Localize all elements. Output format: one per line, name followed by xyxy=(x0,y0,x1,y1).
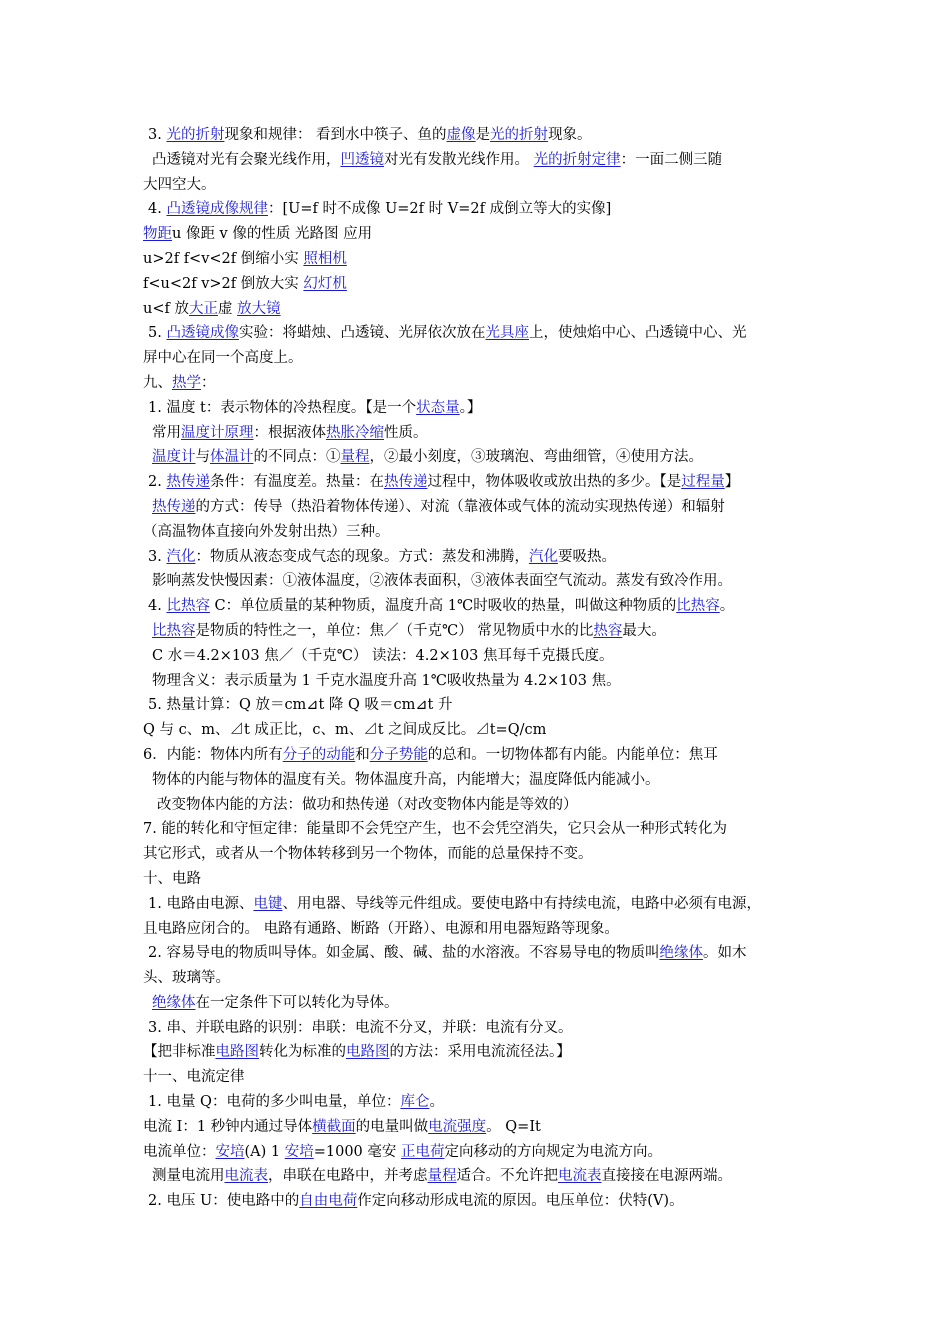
text-run: 实验：将蜡烛、凸透镜、光屏依次放在 xyxy=(238,325,486,342)
text-run: 上，使烛焰中心、凸透镜中心、光 xyxy=(528,325,747,342)
text-run: 要吸热。 xyxy=(557,548,616,565)
term-link[interactable]: 光的折射 xyxy=(490,127,549,143)
term-link[interactable]: 比热容 xyxy=(152,622,196,639)
text-run: 物体的内能与物体的温度有关。物体温度升高，内能增大；温度降低内能减小。 xyxy=(152,771,660,788)
text-run: 7. 能的转化和守恒定律：能量即不会凭空产生，也不会凭空消失，它只会从一种形式转化为 xyxy=(143,821,727,838)
term-link[interactable]: 光具座 xyxy=(485,325,529,342)
term-link[interactable]: 照相机 xyxy=(303,250,347,267)
term-link[interactable]: 电流强度 xyxy=(428,1118,487,1135)
text-run: f<u<2f v>2f 倒放大实 xyxy=(143,275,304,292)
term-link[interactable]: 绝缘体 xyxy=(152,994,196,1011)
term-link[interactable]: 物距 xyxy=(143,226,172,243)
text-run: 屏中心在同一个高度上。 xyxy=(143,350,303,367)
text-run: ：根据液体 xyxy=(253,424,326,441)
text-line xyxy=(143,197,813,222)
term-link[interactable]: 电键 xyxy=(253,895,283,912)
text-run: 是物质的特性之一，单位：焦／（千克℃） 常见物质中水的比 xyxy=(195,622,594,639)
text-line xyxy=(143,396,813,421)
term-link[interactable]: 热学 xyxy=(172,374,201,391)
text-run: 2. xyxy=(148,474,167,491)
text-run: 。 Q=It xyxy=(486,1118,541,1135)
term-link[interactable]: 安培 xyxy=(215,1143,245,1160)
text-line xyxy=(143,991,813,1016)
text-line xyxy=(143,148,813,173)
text-line xyxy=(143,545,813,570)
text-run: （高温物体直接向外发射出热）三种。 xyxy=(143,523,390,540)
text-run: ：一面二侧三随 xyxy=(620,151,723,168)
term-link[interactable]: 状态量 xyxy=(416,399,460,416)
text-line xyxy=(143,817,813,842)
term-link[interactable]: 体温计 xyxy=(210,449,254,466)
term-link[interactable]: 正电荷 xyxy=(401,1143,445,1160)
text-run: ：[U=f 时不成像 U=2f 时 V=2f 成倒立等大的实像] xyxy=(267,201,612,218)
text-run: 其它形式，或者从一个物体转移到另一个物体，而能的总量保持不变。 xyxy=(143,846,593,863)
term-link[interactable]: 过程量 xyxy=(681,474,725,491)
text-run: C：单位质量的某种物质，温度升高 1℃时吸收的热量，叫做这种物质的 xyxy=(209,598,677,615)
text-run: 。如木 xyxy=(702,945,747,962)
text-run: 转化为标准的 xyxy=(259,1044,346,1061)
text-run: 常用 xyxy=(152,424,181,441)
term-link[interactable]: 量程 xyxy=(340,449,370,466)
text-run: 十一、电流定律 xyxy=(143,1069,245,1086)
text-line xyxy=(143,693,813,718)
text-run: 最大。 xyxy=(622,622,666,639)
text-run: 2. 容易导电的物质叫导体。如金属、酸、碱、盐的水溶液。不容易导电的物质叫 xyxy=(148,945,660,962)
text-line xyxy=(143,644,813,669)
text-line xyxy=(143,1164,813,1189)
text-run: Q 与 c、m、⊿t 成正比，c、m、⊿t 之间成反比。⊿t=Q/cm xyxy=(143,722,547,739)
term-link[interactable]: 热传递 xyxy=(166,474,210,491)
text-run: 头、玻璃等。 xyxy=(143,970,230,987)
text-line xyxy=(143,470,813,495)
text-line xyxy=(143,1189,813,1214)
text-line xyxy=(143,569,813,594)
text-line xyxy=(143,297,813,322)
text-run: 在一定条件下可以转化为导体。 xyxy=(195,994,399,1011)
term-link[interactable]: 光的折射 xyxy=(166,127,225,143)
text-run: ：物质从液态变成气态的现象。方式：蒸发和沸腾， xyxy=(195,548,529,565)
text-run: ： xyxy=(201,374,216,391)
text-run: 3. 串、并联电路的识别：串联：电流不分叉，并联：电流有分叉。 xyxy=(148,1019,573,1036)
text-run: 3. xyxy=(148,548,167,565)
term-link[interactable]: 汽化 xyxy=(528,548,558,565)
text-run: C 水＝4.2×103 焦／（千克℃） 读法：4.2×103 焦耳每千克摄氏度。 xyxy=(152,647,614,664)
text-line xyxy=(143,1140,813,1165)
text-line xyxy=(143,1090,813,1115)
text-line xyxy=(143,346,813,371)
term-link[interactable]: 电流表 xyxy=(558,1168,602,1185)
term-link[interactable]: 汽化 xyxy=(166,548,196,565)
text-line xyxy=(143,867,813,892)
text-line xyxy=(143,1016,813,1041)
text-run: 1. 温度 t：表示物体的冷热程度。【是一个 xyxy=(148,399,417,416)
term-link[interactable]: 比热容 xyxy=(166,598,210,615)
text-line xyxy=(143,173,813,198)
text-run: 现象和规律： 看到水中筷子、鱼的 xyxy=(224,127,447,143)
text-run: 适合。不允许把 xyxy=(456,1168,558,1185)
text-run: 测量电流用 xyxy=(152,1168,225,1185)
text-run: 过程中，物体吸收或放出热的多少。【是 xyxy=(427,474,682,491)
text-run: 现象。 xyxy=(548,127,592,143)
text-run: 。 xyxy=(719,598,735,615)
text-run: 的不同点：① xyxy=(253,449,341,466)
text-run: 九、 xyxy=(143,374,172,391)
text-run: 和 xyxy=(355,746,370,763)
term-link[interactable]: 热容 xyxy=(593,622,623,639)
term-link[interactable]: 电路图 xyxy=(215,1044,259,1061)
text-run: 对光有发散光线作用。 xyxy=(384,151,534,168)
term-link[interactable]: 电流表 xyxy=(224,1168,268,1185)
text-run: 3. xyxy=(148,127,167,143)
term-link[interactable]: 热传递 xyxy=(383,474,428,491)
text-run: ，串联在电路中，并考虑 xyxy=(268,1168,428,1185)
text-run: 影响蒸发快慢因素：①液体温度，②液体表面积，③液体表面空气流动。蒸发有致冷作用。 xyxy=(152,573,732,590)
text-run: 5. 热量计算：Q 放＝cm⊿t 降 Q 吸＝cm⊿t 升 xyxy=(148,697,453,714)
text-run: 的方式：传导（热沿着物体传递）、对流（靠液体或气体的流动实现热传递）和辐射 xyxy=(195,498,725,515)
text-run: 电流单位： xyxy=(143,1143,216,1160)
term-link[interactable]: 虚像 xyxy=(446,127,476,143)
text-line xyxy=(143,793,813,818)
text-run: 凸透镜对光有会聚光线作用， xyxy=(152,151,341,168)
text-line xyxy=(143,966,813,991)
text-line xyxy=(143,445,813,470)
text-line xyxy=(143,619,813,644)
term-link[interactable]: 放大镜 xyxy=(237,300,281,317)
text-line xyxy=(143,247,813,272)
text-line xyxy=(143,222,813,247)
text-run: 十、电路 xyxy=(143,870,201,887)
text-run: 条件：有温度差。热量：在 xyxy=(209,474,384,491)
term-link[interactable]: 凸透镜成像规律 xyxy=(166,201,268,218)
text-line xyxy=(143,1065,813,1090)
text-line xyxy=(143,1040,813,1065)
term-link[interactable]: 电路图 xyxy=(346,1044,390,1061)
text-run: u 像距 v 像的性质 光路图 应用 xyxy=(172,226,373,243)
text-run: 、用电器、导线等元件组成。要使电路中有持续电流，电路中必须有电源， xyxy=(282,895,761,912)
term-link[interactable]: 温度计 xyxy=(152,449,196,466)
text-run: =1000 毫安 xyxy=(313,1143,402,1160)
term-link[interactable]: 安培 xyxy=(284,1143,314,1160)
text-line xyxy=(143,669,813,694)
text-run: 1. 电量 Q：电荷的多少叫电量，单位： xyxy=(148,1094,401,1111)
term-link[interactable]: 幻灯机 xyxy=(303,275,347,292)
term-link[interactable]: 凹透镜 xyxy=(340,151,384,168)
text-run: 】 xyxy=(724,474,740,491)
term-link[interactable]: 凸透镜成像 xyxy=(166,325,239,342)
text-run: 2. 电压 U：使电路中的 xyxy=(148,1193,300,1210)
text-run: 。 xyxy=(429,1094,444,1111)
text-run: 性质。 xyxy=(384,424,428,441)
text-line xyxy=(143,768,813,793)
term-link[interactable]: 自由电荷 xyxy=(299,1193,358,1210)
text-run: 电流 I：1 秒钟内通过导体 xyxy=(143,1118,313,1135)
text-run: 的电量叫做 xyxy=(355,1118,429,1135)
text-run: 物理含义：表示质量为 1 千克水温度升高 1℃吸收热量为 4.2×103 焦。 xyxy=(152,672,621,689)
text-run: 定向移动的方向规定为电流方向。 xyxy=(444,1143,663,1160)
text-run: 大四空大。 xyxy=(143,176,216,193)
text-line xyxy=(143,495,813,520)
text-line xyxy=(143,123,813,148)
term-link[interactable]: 分子势能 xyxy=(369,746,428,763)
text-run: u<f 放 xyxy=(143,300,189,317)
text-line xyxy=(143,917,813,942)
text-line xyxy=(143,1115,813,1140)
text-run: 改变物体内能的方法：做功和热传递（对改变物体内能是等效的） xyxy=(157,796,578,813)
term-link[interactable]: 库仑 xyxy=(400,1094,430,1111)
term-link[interactable]: 量程 xyxy=(427,1168,457,1185)
text-run: u>2f f<v<2f 倒缩小实 xyxy=(143,250,304,267)
text-run: 。】 xyxy=(459,399,482,416)
text-line xyxy=(143,941,813,966)
text-run: 的总和。一切物体都有内能。内能单位：焦耳 xyxy=(427,746,718,763)
text-run: 4. xyxy=(148,201,167,218)
text-run: 与 xyxy=(195,449,210,466)
term-link[interactable]: 比热容 xyxy=(676,598,720,615)
text-run: 【把非标准 xyxy=(143,1044,216,1061)
term-link[interactable]: 大正 xyxy=(188,300,218,317)
term-link[interactable]: 分子的动能 xyxy=(282,746,356,763)
text-run: 4. xyxy=(148,598,167,615)
text-run: 直接接在电源两端。 xyxy=(601,1168,732,1185)
term-link[interactable]: 温度计原理 xyxy=(181,424,254,441)
text-run: 是 xyxy=(475,127,491,143)
text-run: 且电路应闭合的。 电路有通路、断路（开路）、电源和用电器短路等现象。 xyxy=(143,920,619,937)
text-line xyxy=(143,520,813,545)
text-line xyxy=(143,743,813,768)
text-run: 的方法：采用电流流径法。】 xyxy=(389,1044,571,1061)
text-run: (A) 1 xyxy=(244,1143,285,1160)
term-link[interactable]: 绝缘体 xyxy=(659,945,703,962)
term-link[interactable]: 光的折射定律 xyxy=(533,151,621,168)
text-line xyxy=(143,718,813,743)
text-run: 作定向移动形成电流的原因。电压单位：伏特(V)。 xyxy=(357,1193,684,1210)
text-line xyxy=(143,421,813,446)
text-line xyxy=(143,321,813,346)
term-link[interactable]: 横截面 xyxy=(312,1118,356,1135)
text-line xyxy=(143,371,813,396)
text-run: 1. 电路由电源、 xyxy=(148,895,254,912)
text-run: 5. xyxy=(148,325,167,342)
text-line xyxy=(143,272,813,297)
text-line xyxy=(143,842,813,867)
term-link[interactable]: 热胀冷缩 xyxy=(326,424,384,441)
text-run: 6．内能：物体内所有 xyxy=(143,746,283,763)
document-body xyxy=(143,123,813,1214)
term-link[interactable]: 热传递 xyxy=(152,498,196,515)
text-run: ，②最小刻度，③玻璃泡、弯曲细管，④使用方法。 xyxy=(369,449,703,466)
text-line xyxy=(143,594,813,619)
text-run: 虚 xyxy=(217,300,238,317)
text-line xyxy=(143,892,813,917)
